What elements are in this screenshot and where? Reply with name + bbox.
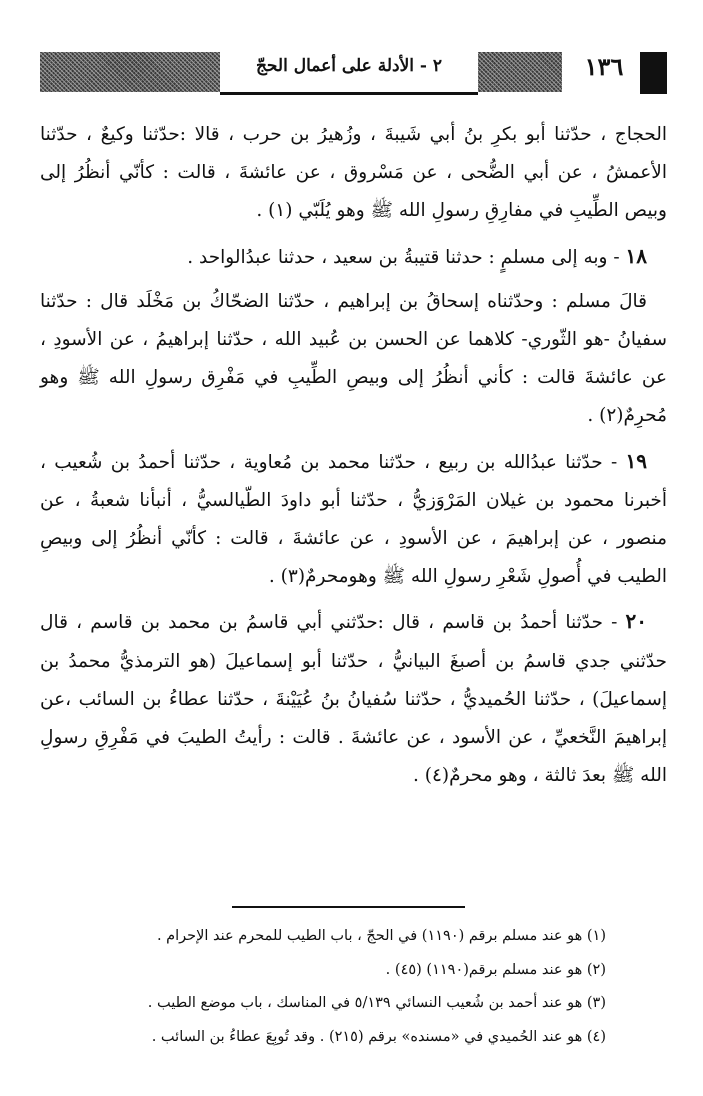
main-text: [40, 116, 667, 795]
text-line: وبيص الطِّيبِ في مفارِقِ رسولِ الله ﷺ وهو يُلَبّي (١) .: [256, 200, 667, 222]
page-number: ١٣٦: [584, 52, 624, 81]
paragraph-18-cont: [40, 283, 667, 436]
text-line: وهو مُحرِمٌ(٢) .: [40, 367, 667, 427]
header-rule: [220, 92, 478, 95]
text-line: - حدّثنا عبدُالله بن ربيع ، حدّثنا محمد بن مُعاوية ، حدّثنا أحمدُ بن: [110, 451, 618, 473]
header-ornament-right: [478, 52, 562, 92]
text-line: الأسودِ ، عن عائشةَ قالت : كأني أنظُرُ إلى وبيصِ الطِّيبِ في مَفْرِق رسولِ الله ﷺ: [40, 329, 667, 389]
running-header: [40, 48, 667, 100]
hadith-number: ١٩: [625, 448, 648, 473]
header-edge-block: [640, 52, 667, 94]
footnote-3: (٣) هو عند أحمد بن شُعيب النسائي ٥/١٣٩ في المناسك ، باب موضع الطيب .: [147, 995, 606, 1011]
header-title: ٢ - الأدلة على أعمال الحجّ: [255, 56, 443, 76]
text-line: حدّثنا سفيانُ -هو الثّوري- كلاهما عن الحسن بن عُبيد الله ، حدّثنا إبراهيمُ ، عن: [40, 290, 668, 351]
hadith-number: ٢٠: [625, 609, 647, 634]
text-line: - وبه إلى مسلمٍ : حدثنا قتيبةُ بن سعيد ، حدثنا عبدُالواحد .: [187, 246, 620, 268]
header-ornament-left: [40, 52, 220, 92]
paragraph-20: [40, 602, 667, 795]
paragraph-1: [40, 116, 667, 231]
text-line: الطيب في أُصولِ شَعْرِ رسولِ الله ﷺ وهومحرمٌ(٣) .: [268, 566, 667, 588]
footnote-2: (٢) هو عند مسلم برقم(١١٩٠) (٤٥) .: [385, 961, 606, 978]
footnote-4: (٤) هو عند الحُميدي في «مسنده» برقم (٢١٥) . وقد تُوبِعَ عطاءُ بن السائب .: [151, 1028, 606, 1045]
footnote-1: (١) هو عند مسلم برقم (١١٩٠) في الحجّ ، باب الطيب للمحرم عند الإحرام .: [156, 928, 606, 944]
text-line: قالَ مسلم : وحدّثناه إسحاقُ بن إبراهيم ، حدّثنا الضحّاكُ بن مَخْلَد قال :: [85, 290, 647, 312]
text-line: محمدُ بن إسماعيلَ) ، حدّثنا الحُميديُّ ، حدّثنا سُفيانُ بنُ عُيَيْنةَ ، حدّثنا عطاءُ بن: [40, 650, 667, 710]
paragraph-19: [40, 442, 667, 597]
text-line: الأعمشُ ، عن أبي الضُّحى ، عن مَسْروق ، عن عائشةَ ، قالت : كأنّي أنظُرُ إلى: [40, 162, 667, 184]
text-line: مَفْرِقِ رسولِ الله ﷺ بعدَ ثالثة ، وهو محرمٌ(٤) .: [40, 727, 667, 787]
text-line: الحجاج ، حدّثنا أبو بكرِ بنُ أبي شَيبةَ ، وزُهيرُ بن حرب ، قالا :حدّثنا وكيعٌ ، حدّثنا: [40, 124, 667, 145]
text-line: - حدّثنا أحمدُ بن قاسم ، قال :حدّثني أبي قاسمُ بن محمد بن قاسم ،: [76, 612, 618, 634]
footnotes: [44, 920, 606, 1054]
text-line: قال حدّثني جدي قاسمُ بن أصبغَ البيانيُّ ، حدّثنا أبو إسماعيلَ (هو الترمذيُّ: [40, 612, 667, 672]
footnote-separator: [232, 906, 465, 908]
text-line: السائب ،عن إبراهيمَ النَّخعيِّ ، عن الأسود ، عن عائشةَ . قالت : رأيتُ الطيبَ في: [40, 688, 667, 749]
text-line: شُعيب ، أخبرنا محمود بن غيلان المَرْوَزيُّ ، حدّثنا أبو داودَ الطّيالسيُّ ، أنبأنا شعبةُ ،: [40, 451, 667, 511]
paragraph-18: [40, 237, 667, 277]
hadith-number: ١٨: [625, 243, 647, 268]
text-line: عن منصور ، عن إبراهيمَ ، عن الأسودِ ، عن عائشةَ ، قالت : كأنّي أنظُرُ إلى وبيصِ: [40, 489, 667, 550]
